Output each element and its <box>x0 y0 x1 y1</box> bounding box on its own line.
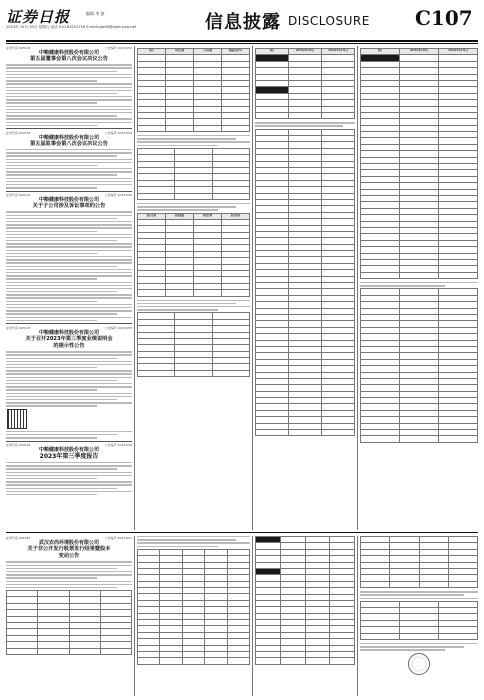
text-line <box>6 96 132 97</box>
text-line <box>6 122 132 123</box>
table-cell <box>289 430 322 436</box>
text-line <box>6 256 132 257</box>
notice-number: 公告编号 2023-054 <box>104 193 132 198</box>
table-cell <box>212 370 249 376</box>
text-line <box>6 253 97 254</box>
text-line <box>6 304 132 305</box>
text-line <box>6 237 132 238</box>
table-cell <box>175 370 212 376</box>
text-line <box>6 106 132 107</box>
text-line <box>6 565 132 566</box>
table-cell <box>194 125 222 131</box>
text-line <box>6 181 132 182</box>
notice-divider <box>6 441 132 442</box>
table-cell <box>166 125 194 131</box>
table-row <box>361 272 478 278</box>
table-cell <box>289 112 322 118</box>
text-line <box>6 307 132 308</box>
table-cell <box>138 370 175 376</box>
text-line <box>6 218 117 219</box>
notice-number: 公告编号 2023-053 <box>104 130 132 135</box>
notice-board-resolution <box>6 46 132 126</box>
text-line <box>6 431 132 432</box>
notice-code: 证券代码 603103 <box>6 130 31 135</box>
text-line <box>6 437 97 438</box>
text-line <box>6 152 132 153</box>
column-balance-sheet <box>255 46 355 530</box>
subscriber-table <box>137 549 250 665</box>
table-cell <box>212 193 249 199</box>
table-cell <box>439 633 478 639</box>
balance-sheet-table <box>255 48 355 119</box>
notice-company: 中粮健康科技股份有限公司 <box>38 329 99 336</box>
text-line <box>6 224 132 225</box>
text-line <box>6 313 117 314</box>
text-line <box>6 272 132 273</box>
text-line <box>6 90 132 91</box>
text-line <box>6 478 97 479</box>
notice-title: 关于召开2023年第三季度业绩说明会 <box>25 335 113 342</box>
text-line <box>137 303 236 304</box>
text-line <box>137 135 250 136</box>
table-cell <box>305 658 330 664</box>
column-divider <box>252 46 253 530</box>
notice-company: 中粮健康科技股份有限公司 <box>38 197 99 204</box>
company-seal-icon <box>408 653 430 675</box>
text-line <box>137 206 236 207</box>
shareholding-change-table <box>255 536 355 665</box>
text-line <box>137 546 218 547</box>
table-header-row: 项目 本报告期 上年同期 增减变动(%) <box>138 49 250 55</box>
table-row <box>256 430 355 436</box>
notice-body-text <box>6 561 132 588</box>
table-row <box>361 581 478 587</box>
text-line <box>360 594 464 595</box>
text-line <box>137 300 250 301</box>
capital-structure-table <box>360 601 478 640</box>
issuance-table <box>6 590 132 655</box>
column-divider <box>357 46 358 530</box>
table-cell <box>390 581 419 587</box>
text-line <box>6 380 117 381</box>
section-divider <box>6 532 478 533</box>
text-line <box>360 282 478 283</box>
text-line <box>360 591 478 592</box>
table-cell <box>361 436 400 442</box>
text-line <box>137 539 236 540</box>
notice-number: 公告编号 2023-052 <box>104 46 132 50</box>
notice-company: 武汉农尚环境股份有限公司 <box>38 540 99 546</box>
text-line <box>360 649 445 650</box>
table-cell <box>400 633 439 639</box>
text-line <box>6 171 132 172</box>
balance-sheet-table <box>255 129 355 437</box>
text-line <box>6 475 132 476</box>
text-line <box>6 165 97 166</box>
text-line <box>6 494 97 495</box>
table-header-row: 项目 2023年9月30日 2022年12月31日 <box>361 49 478 55</box>
editor-line: 编辑 李 波 <box>86 11 105 16</box>
text-line <box>6 488 117 489</box>
text-line <box>137 309 218 310</box>
text-line <box>6 269 132 270</box>
table-cell <box>69 648 100 654</box>
text-line <box>6 370 132 371</box>
notice-body-text <box>6 149 132 189</box>
text-line <box>137 138 236 139</box>
balance-sheet-table <box>360 48 478 279</box>
table-row <box>361 633 478 639</box>
text-line <box>6 491 132 492</box>
text-line <box>137 306 250 307</box>
text-line <box>6 262 132 263</box>
table-cell <box>7 648 38 654</box>
text-line <box>6 187 97 188</box>
text-line <box>6 102 97 103</box>
column-divider <box>357 536 358 696</box>
financial-table <box>137 312 250 377</box>
text-line <box>6 294 132 295</box>
table-cell <box>256 430 289 436</box>
table-cell <box>138 125 166 131</box>
table-cell <box>361 581 390 587</box>
dateline: 2023年 10月 20日 星期五 电话 010-83251716 E-mail:zqrb9@zqrb.sina.net <box>6 25 137 29</box>
notice-code: 证券代码 603103 <box>6 443 31 448</box>
text-line <box>6 386 132 387</box>
text-line <box>6 396 132 397</box>
text-line <box>6 367 97 368</box>
text-line <box>6 383 132 384</box>
section-title-en: DISCLOSURE <box>288 14 370 28</box>
text-line <box>6 83 132 84</box>
notice-divider <box>6 191 132 192</box>
text-line <box>6 377 132 378</box>
table-cell <box>138 290 166 296</box>
table-cell <box>175 193 212 199</box>
text-line <box>6 162 132 163</box>
notice-divider <box>6 128 132 129</box>
text-line <box>6 174 117 175</box>
column-divider <box>252 536 253 696</box>
text-line <box>6 577 97 578</box>
top-holders-table <box>360 536 478 588</box>
table-cell <box>439 436 478 442</box>
notice-company: 中粮健康科技股份有限公司 <box>38 447 99 454</box>
notice-subtitle: 的提示性公告 <box>53 342 85 349</box>
table-header-row: 项目 2023年9月30日 2022年12月31日 <box>256 49 355 55</box>
text-line <box>6 115 117 116</box>
text-line <box>137 209 218 210</box>
notice-supervisory-resolution <box>6 131 132 189</box>
column-report-tables <box>137 46 250 530</box>
text-line <box>6 125 97 126</box>
text-line <box>6 361 132 362</box>
text-line <box>6 74 132 75</box>
notice-company: 中粮健康科技股份有限公司 <box>38 50 99 56</box>
notice-company: 中粮健康科技股份有限公司 <box>38 134 99 141</box>
text-line <box>137 536 250 537</box>
table-cell <box>222 290 250 296</box>
table-cell <box>419 581 448 587</box>
column-divider <box>134 46 135 530</box>
notice-litigation <box>6 193 132 321</box>
table-row <box>361 436 478 442</box>
notice-body-text <box>6 351 132 407</box>
notice-earnings-call <box>6 326 132 439</box>
text-line <box>6 250 132 251</box>
shareholders-table <box>137 213 250 297</box>
table-cell <box>256 658 281 664</box>
text-line <box>6 168 132 169</box>
text-line <box>6 159 132 160</box>
table-row <box>138 658 250 664</box>
text-line <box>137 542 250 543</box>
text-line <box>6 297 132 298</box>
bottom-table-right <box>255 536 355 696</box>
masthead-rule <box>6 40 478 42</box>
table-cell <box>361 272 400 278</box>
notice-number: 公告编号 2023-055 <box>104 325 132 330</box>
cash-flow-table <box>360 288 478 442</box>
text-line <box>6 231 97 232</box>
text-line <box>6 109 132 110</box>
text-line <box>6 215 132 216</box>
text-line <box>6 71 117 72</box>
text-line <box>6 99 132 100</box>
notice-subtitle: 变动公告 <box>58 553 80 560</box>
financial-table <box>137 148 250 200</box>
table-cell <box>448 581 477 587</box>
text-line <box>360 285 445 286</box>
text-line <box>6 301 97 302</box>
table-cell <box>322 430 355 436</box>
text-line <box>6 291 117 292</box>
text-line <box>6 184 132 185</box>
text-line <box>6 64 132 65</box>
text-line <box>6 310 132 311</box>
text-line <box>6 358 117 359</box>
text-line <box>6 285 132 286</box>
text-line <box>6 275 132 276</box>
text-line <box>6 243 132 244</box>
column-left <box>6 46 132 530</box>
text-line <box>360 646 464 647</box>
report-body-text <box>137 135 250 146</box>
text-line <box>137 203 250 204</box>
text-line <box>6 393 132 394</box>
table-row <box>7 648 132 654</box>
text-line <box>6 354 132 355</box>
table-cell <box>205 658 227 664</box>
text-line <box>6 278 97 279</box>
text-line <box>6 472 132 473</box>
notice-title: 关于非公开发行股票发行结果暨股本 <box>27 546 111 552</box>
text-line <box>6 282 132 283</box>
bottom-notice-left <box>6 536 132 696</box>
notice-code: 证券代码 603103 <box>6 46 31 50</box>
table-row <box>138 290 250 296</box>
financial-table <box>137 48 250 132</box>
text-line <box>6 373 132 374</box>
text-line <box>6 234 132 235</box>
text-line <box>6 399 117 400</box>
table-cell <box>138 658 160 664</box>
table-row <box>256 658 355 664</box>
text-line <box>6 246 132 247</box>
text-line <box>6 67 132 68</box>
masthead <box>0 0 484 44</box>
text-line <box>360 643 478 644</box>
text-line <box>6 178 132 179</box>
newspaper-logo: 证券日报 <box>6 8 71 26</box>
text-line <box>255 125 343 126</box>
text-line <box>6 77 132 78</box>
text-line <box>6 584 132 585</box>
notice-quarterly-report <box>6 443 132 495</box>
text-line <box>6 571 132 572</box>
text-line <box>6 87 132 88</box>
notice-title: 2023年第三季度报告 <box>39 453 99 461</box>
table-cell <box>222 125 250 131</box>
table-cell <box>166 290 194 296</box>
bottom-notice-mid <box>137 536 250 696</box>
table-row <box>138 370 250 376</box>
table-header-row: 股东名称 持股数量 持股比例 股份性质 <box>138 213 250 219</box>
text-line <box>6 462 132 463</box>
table-cell <box>400 436 439 442</box>
notice-body-text <box>6 211 132 321</box>
section-title: 信息披露 <box>205 12 281 33</box>
table-cell <box>280 658 305 664</box>
table-cell <box>38 648 69 654</box>
text-line <box>6 465 132 466</box>
column-balance-sheet-cont <box>360 46 478 530</box>
text-line <box>6 574 132 575</box>
text-line <box>137 141 250 142</box>
text-line <box>6 227 132 228</box>
table-cell <box>322 112 355 118</box>
text-line <box>6 118 132 119</box>
text-line <box>6 112 132 113</box>
notice-title: 第五届监事会第八次会议决议公告 <box>30 140 108 147</box>
table-row <box>138 193 250 199</box>
text-line <box>6 259 132 260</box>
table-row <box>138 125 250 131</box>
text-line <box>6 468 117 469</box>
table-cell <box>361 633 400 639</box>
notice-title: 关于子公司涉及诉讼事项的公告 <box>32 203 106 210</box>
text-line <box>137 145 218 146</box>
text-line <box>6 211 132 212</box>
notice-code: 证券代码 002321 <box>6 536 31 540</box>
text-line <box>6 93 117 94</box>
text-line <box>6 155 117 156</box>
notice-title: 第五届董事会第八次会议决议公告 <box>30 56 108 62</box>
masthead-rule-thin <box>6 43 478 44</box>
table-cell <box>439 272 478 278</box>
table-cell <box>138 193 175 199</box>
notice-code: 证券代码 603103 <box>6 325 31 330</box>
text-line <box>6 221 132 222</box>
notice-body-text <box>6 462 132 495</box>
bottom-table-far-right <box>360 536 478 696</box>
text-line <box>6 581 132 582</box>
column-divider <box>134 536 135 696</box>
qr-code-icon <box>7 409 27 429</box>
table-cell <box>160 658 182 664</box>
text-line <box>6 149 132 150</box>
table-cell <box>100 648 131 654</box>
text-line <box>255 122 355 123</box>
notice-number: 公告编号 2023-061 <box>104 536 132 540</box>
text-line <box>6 288 132 289</box>
text-line <box>6 402 132 403</box>
notice-code: 证券代码 603103 <box>6 193 31 198</box>
text-line <box>6 351 132 352</box>
text-line <box>6 80 97 81</box>
text-line <box>6 481 132 482</box>
text-line <box>6 266 117 267</box>
text-line <box>6 317 132 318</box>
text-line <box>6 568 117 569</box>
text-line <box>360 598 478 599</box>
table-cell <box>194 290 222 296</box>
text-line <box>6 484 132 485</box>
notice-number: 公告编号 2023-056 <box>104 443 132 448</box>
table-row <box>256 112 355 118</box>
notice-divider <box>6 323 132 324</box>
notice-body-text <box>6 64 132 126</box>
page-number: C107 <box>415 6 473 30</box>
text-line <box>6 389 97 390</box>
text-line <box>6 434 117 435</box>
table-cell <box>400 272 439 278</box>
table-cell <box>256 112 289 118</box>
table-cell <box>182 658 204 664</box>
text-line <box>6 561 132 562</box>
text-line <box>6 364 132 365</box>
table-cell <box>227 658 249 664</box>
table-cell <box>330 658 355 664</box>
text-line <box>6 240 117 241</box>
text-line <box>6 320 97 321</box>
text-line <box>6 587 117 588</box>
text-line <box>6 405 97 406</box>
